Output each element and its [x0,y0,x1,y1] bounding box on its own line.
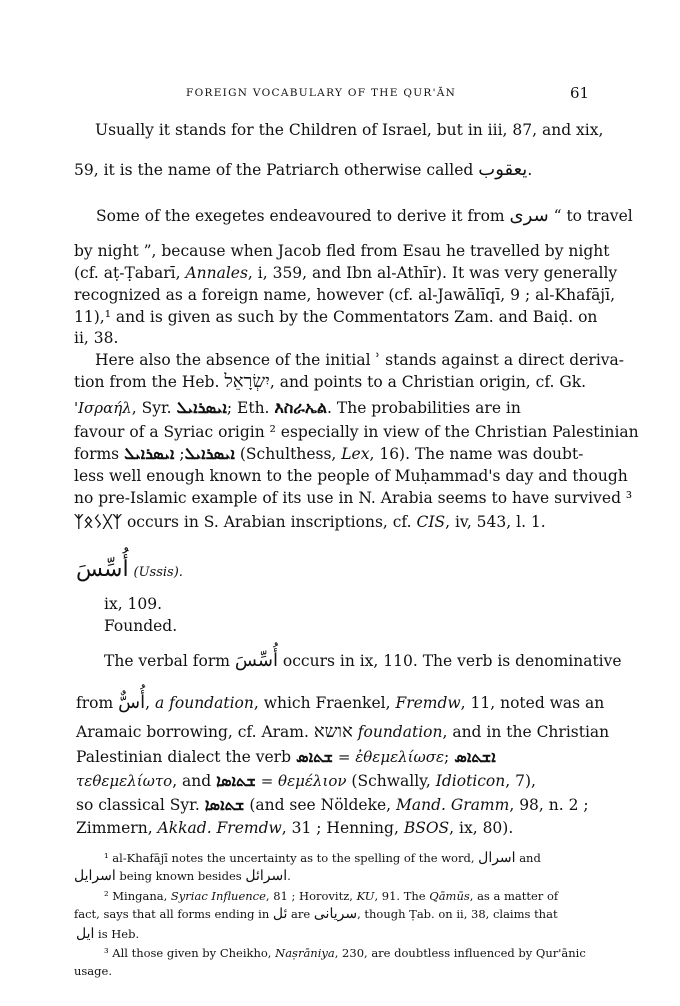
text: ; [179,445,185,463]
italic-title: KU [356,889,375,903]
footnote-2-line-1 [104,889,558,903]
text: Aramaic borrowing, cf. Aram. [76,723,309,741]
body-line-4: by night ”, because when Jacob fled from Esau he travelled by night [74,242,610,260]
body-line-5 [74,263,617,283]
body-line-13 [74,444,583,464]
text: occurs in ix, 110. The verb is denominative [282,652,622,670]
footnote-1-line-1 [104,851,541,865]
text: , though Ṭab. on ii, 38, claims that [357,907,558,921]
body-line-2 [74,160,532,180]
text: Zimmern, [76,819,158,837]
arabic-word: اسرايل [74,868,116,884]
arabic-word: اسرائل [245,868,288,884]
text: ; [444,748,450,766]
italic-title: Annales [185,264,248,282]
italic-title: Qāmūs [429,889,470,903]
text: . The probabilities are in [327,399,521,417]
arabic-word: سرى [509,205,549,226]
italic-title: Idioticon [435,772,506,790]
text: , and in the Christian [442,723,610,741]
text: , 91. The [374,889,430,903]
body-line-20 [104,651,622,671]
text: , 230, are doubtless influenced by Qur'ānic [334,946,586,960]
text: forms [74,445,120,463]
text: , as a matter of [469,889,559,903]
text: , Syr. [131,399,172,417]
text: , 81 ; Horovitz, [265,889,357,903]
headword-arabic: أُسِّسَ [76,557,129,582]
syriac-word: ܫܬܐܣ [295,747,333,766]
syriac-word: ܐܫܬܐܣ [454,747,496,766]
text: Some of the exegetes endeavoured to derive it from [96,207,505,225]
arabic-word: سريانى [313,906,358,922]
syriac-word: ܐܝܣܪܐܝܠ [184,444,235,463]
body-line-14: less well enough known to the people of Muḥammad's day and though [74,467,628,485]
text: occurs in S. Arabian inscriptions, cf. [126,513,417,531]
body-line-21 [76,693,604,713]
body-line-8: ii, 38. [74,329,119,347]
text: being known besides [119,869,242,883]
entry-headword [76,557,183,583]
page-number: 61 [570,84,590,102]
text: . [287,869,291,883]
body-line-3 [96,206,633,226]
text: 59, it is the name of the Patriarch otherwise called [74,161,474,179]
footnote-2-line-2 [74,907,558,921]
text: are [291,907,311,921]
text: , iv, 543, l. 1. [445,513,546,531]
text: and [519,851,541,865]
text: (and see Nöldeke, [249,796,397,814]
text: ³ All those given by Cheikho, [104,946,276,960]
body-line-22 [76,722,609,742]
arabic-word: أُسٌّ [118,692,146,713]
text: (cf. aṭ-Ṭabarī, [74,264,186,282]
text: Palestinian dialect the verb [76,748,291,766]
italic-title: Fremdw [395,694,461,712]
syriac-word: ܐܝܣܪܐܝܠ [176,398,227,417]
greek-word: τεθεμελίωτο [76,772,173,790]
body-line-7: 11),¹ and is given as such by the Commentators Zam. and Baiḍ. on [74,308,598,326]
italic-gloss: a foundation [154,694,254,712]
text: , 98, n. 2 ; [509,796,589,814]
entry-gloss: Founded. [104,617,178,635]
body-line-11 [74,398,521,418]
text: , 11, noted was an [460,694,605,712]
text: ¹ al-Khafājī notes the uncertainty as to the spelling of the word, [104,851,475,865]
arabic-word: اسرال [478,850,516,866]
greek-word: = θεμέλιον [260,772,347,790]
text: “ to travel [553,207,633,225]
text: , and points to a Christian origin, cf. Gk. [269,373,587,391]
text: , 7), [505,772,536,790]
italic-title: CIS [416,513,446,531]
running-header: FOREIGN VOCABULARY OF THE QUR'ĀN [186,87,457,99]
syriac-word: ܐܝܣܪܐܝܠ [124,444,175,463]
greek-word: 'Ισραήλ [74,399,132,417]
body-line-16 [74,512,546,532]
body-line-26 [76,818,513,838]
arabic-word: يعقوب [478,159,528,180]
italic-gloss: foundation [357,723,443,741]
headword-transliteration: (Ussis). [133,565,183,580]
syriac-word: ܫܬܐܣܐ [216,771,256,790]
text: (Schwally, [351,772,436,790]
body-line-9: Here also the absence of the initial ʾ stands against a direct deriva- [95,351,625,369]
entry-reference: ix, 109. [104,595,163,613]
ethiopic-word: እስራኤል [274,398,328,417]
text: , 16). The name was doubt- [369,445,584,463]
text: , and [172,772,212,790]
text: ; Eth. [226,399,270,417]
text: from [76,694,114,712]
footnote-3-line-1 [104,946,586,960]
arabic-word: أُسِّسَ [234,650,278,671]
italic-title: BSOS [403,819,450,837]
text: (Schulthess, [239,445,342,463]
body-line-15: no pre-Islamic example of its use in N. Arabia seems to have survived ³ [74,489,633,507]
south-arabian-word: ᛉᛟᛊᚷᛉ [74,512,123,531]
italic-title: Akkad. Fremdw [157,819,282,837]
text: so classical Syr. [76,796,200,814]
body-line-12: favour of a Syriac origin ² especially in view of the Christian Palestinian [74,423,639,441]
text: fact, says that all forms ending in [74,907,270,921]
text: tion from the Heb. [74,373,220,391]
italic-title: Lex [341,445,370,463]
italic-title: Syriac Influence [170,889,266,903]
hebrew-word: יִשְׂרָאֵל [224,371,270,392]
body-line-25 [76,795,589,815]
body-line-1: Usually it stands for the Children of Israel, but in iii, 87, and xix, [95,121,604,139]
text: , i, 359, and Ibn al-Athīr). It was very generally [247,264,618,282]
text: , which Fraenkel, [253,694,396,712]
text: The verbal form [104,652,230,670]
body-line-6: recognized as a foreign name, however (cf. al-Jawālīqī, 9 ; al-Khafājī, [74,286,616,304]
greek-word: = ἐθεμελίωσε [337,748,445,766]
text: ² Mingana, [104,889,171,903]
body-line-23 [76,747,496,767]
text: , ix, 80). [449,819,514,837]
text: . [527,161,533,179]
italic-title: Naṣrāniya [275,946,335,960]
syriac-word: ܫܬܐܣܐ [204,795,245,814]
body-line-10 [74,372,586,392]
body-line-24 [76,771,536,791]
text: , 31 ; Henning, [281,819,404,837]
footnote-2-line-3 [76,927,139,941]
aramaic-word: אושא [313,721,353,742]
arabic-word: ايل [76,926,95,942]
text: , [145,694,155,712]
text: is Heb. [98,927,140,941]
footnote-1-line-2 [74,869,291,883]
footnote-3-line-2: usage. [74,964,112,978]
arabic-word: ئل [272,906,288,922]
italic-title: Mand. Gramm [396,796,510,814]
